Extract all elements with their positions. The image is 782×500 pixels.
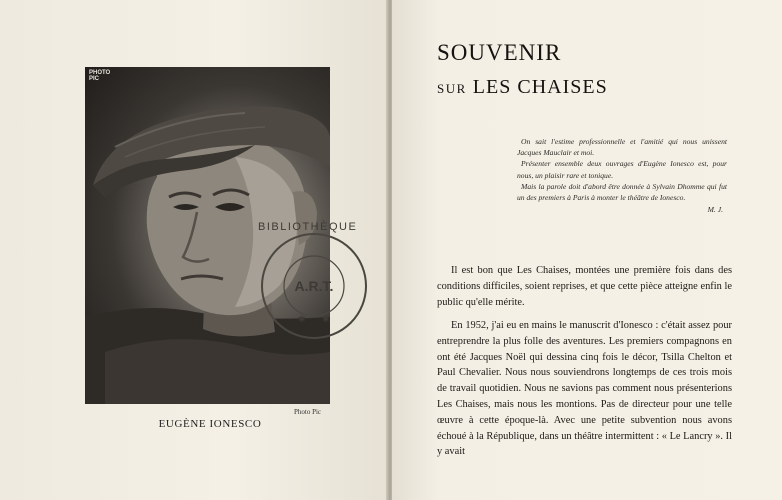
body-paragraph-2	[437, 318, 732, 460]
intro-paragraph: Présenter ensemble deux ouvrages d'Eugène Ionesco est, pour nous, un plaisir rare et tonique.	[517, 159, 727, 180]
body-paragraph-1	[437, 263, 732, 310]
photo-credit: Photo Pic	[294, 408, 322, 416]
photo-caption: EUGÈNE IONESCO	[158, 418, 262, 430]
stamp-star-icon: ✱	[298, 314, 306, 324]
title-main: LES CHAISES	[472, 76, 608, 98]
article-title-line2	[437, 76, 608, 99]
article-title-line1: SOUVENIR	[437, 40, 562, 65]
body-paragraph: En 1952, j'ai eu en mains le manuscrit d'Ionesco : c'était assez pour entreprendre la plus folle des aventures. Les premiers compagnons en ont été Jacques Noël qui dessina cinq fois le décor, Tsilla Chelton et Paul Chevalier. Nous nous souviendrons longtemps de ces trois mois de travail quotidien. Nous ne savions pas comment nous présenterions Les Chaises, mais nous les montions. Pas de directeur pour une telle œuvre à cette époque-là. Avec une petite subvention nous avons échoué à la République, dans un théâtre intermittent : « Le Lancry ». Il y avait	[437, 320, 732, 458]
intro-paragraph: On sait l'estime professionnelle et l'amitié qui nous unissent Jacques Mauclair et moi.	[517, 137, 727, 158]
intro-paragraph: Mais la parole doit d'abord être donnée à Sylvain Dhomme qui fut un des premiers à Paris à monter le théâtre de Ionesco.	[517, 181, 727, 203]
library-stamp	[258, 221, 370, 342]
body-paragraph: Il est bon que Les Chaises, montées une première fois dans des conditions difficiles, soient reprises, et que cette pièce atteigne enfin le public qu'elle mérite.	[437, 265, 732, 308]
title-prefix: SUR	[437, 81, 467, 96]
left-page	[0, 0, 388, 500]
editor-intro	[517, 136, 727, 215]
intro-signature: M. J.	[707, 205, 723, 215]
stamp-star-icon: ✱	[322, 314, 330, 324]
photo-credit-corner: PHOTO PIC	[89, 70, 111, 82]
stamp-ring-text: BIBLIOTHÈQUE	[258, 221, 358, 233]
stamp-center-text: A.R.T.	[294, 278, 334, 294]
